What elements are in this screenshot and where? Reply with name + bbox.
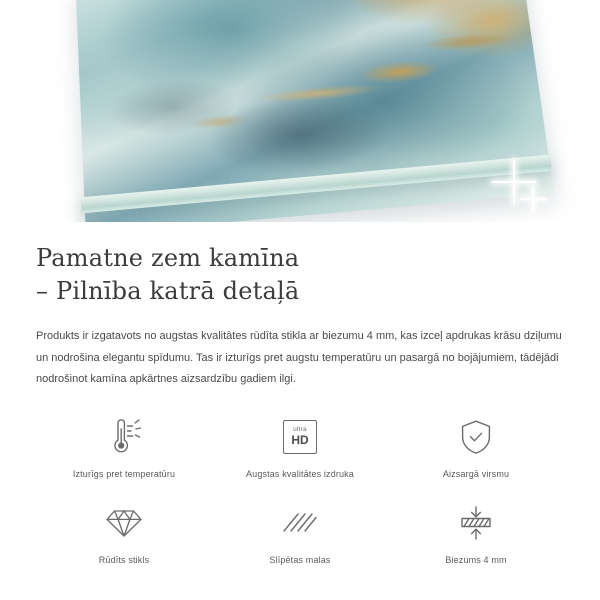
feature-item-temperature	[36, 415, 212, 479]
feature-caption: Rūdīts stikls	[98, 554, 150, 565]
ultra-hd-badge-main: HD	[291, 433, 309, 448]
ultra-hd-badge-top: ultra	[293, 425, 307, 433]
feature-item-surface-protection	[388, 415, 564, 479]
shield-check-icon	[459, 415, 493, 459]
feature-caption: Biezums 4 mm	[445, 554, 507, 565]
feature-caption: Augstas kvalitātes izdruka	[246, 468, 354, 479]
thickness-icon	[456, 501, 496, 545]
hero-image	[0, 0, 600, 222]
thermometer-icon	[105, 415, 143, 459]
content-section	[0, 242, 600, 565]
feature-caption: Aizsargā virsmu	[442, 468, 510, 479]
feature-caption: Izturīgs pret temperatūru	[72, 468, 176, 479]
feature-item-polished-edges	[212, 501, 388, 565]
feature-grid	[36, 415, 564, 565]
page-title	[36, 242, 564, 308]
polished-edges-icon	[281, 501, 319, 545]
feature-caption: Slīpētas malas	[269, 554, 331, 565]
headline-line-2: – Pilnība katrā detaļā	[36, 277, 300, 306]
diamond-icon	[105, 501, 143, 545]
ultra-hd-icon	[283, 415, 317, 459]
feature-item-print-quality	[212, 415, 388, 479]
description-paragraph: Produkts ir izgatavots no augstas kvalitātes rūdīta stikla ar biezumu 4 mm, kas izceļ apdrukas krāsu dziļumu un nodrošina elegantu spīdumu. Tas ir izturīgs pret augstu temperatūru un pasargā no bojājumiem, tādējādi nodrošinot kamīna apkārtnes aizsardzību gadiem ilgi.	[36, 330, 562, 386]
feature-item-tempered-glass	[36, 501, 212, 565]
headline-line-1: Pamatne zem kamīna	[36, 244, 300, 272]
feature-item-thickness	[388, 501, 564, 565]
